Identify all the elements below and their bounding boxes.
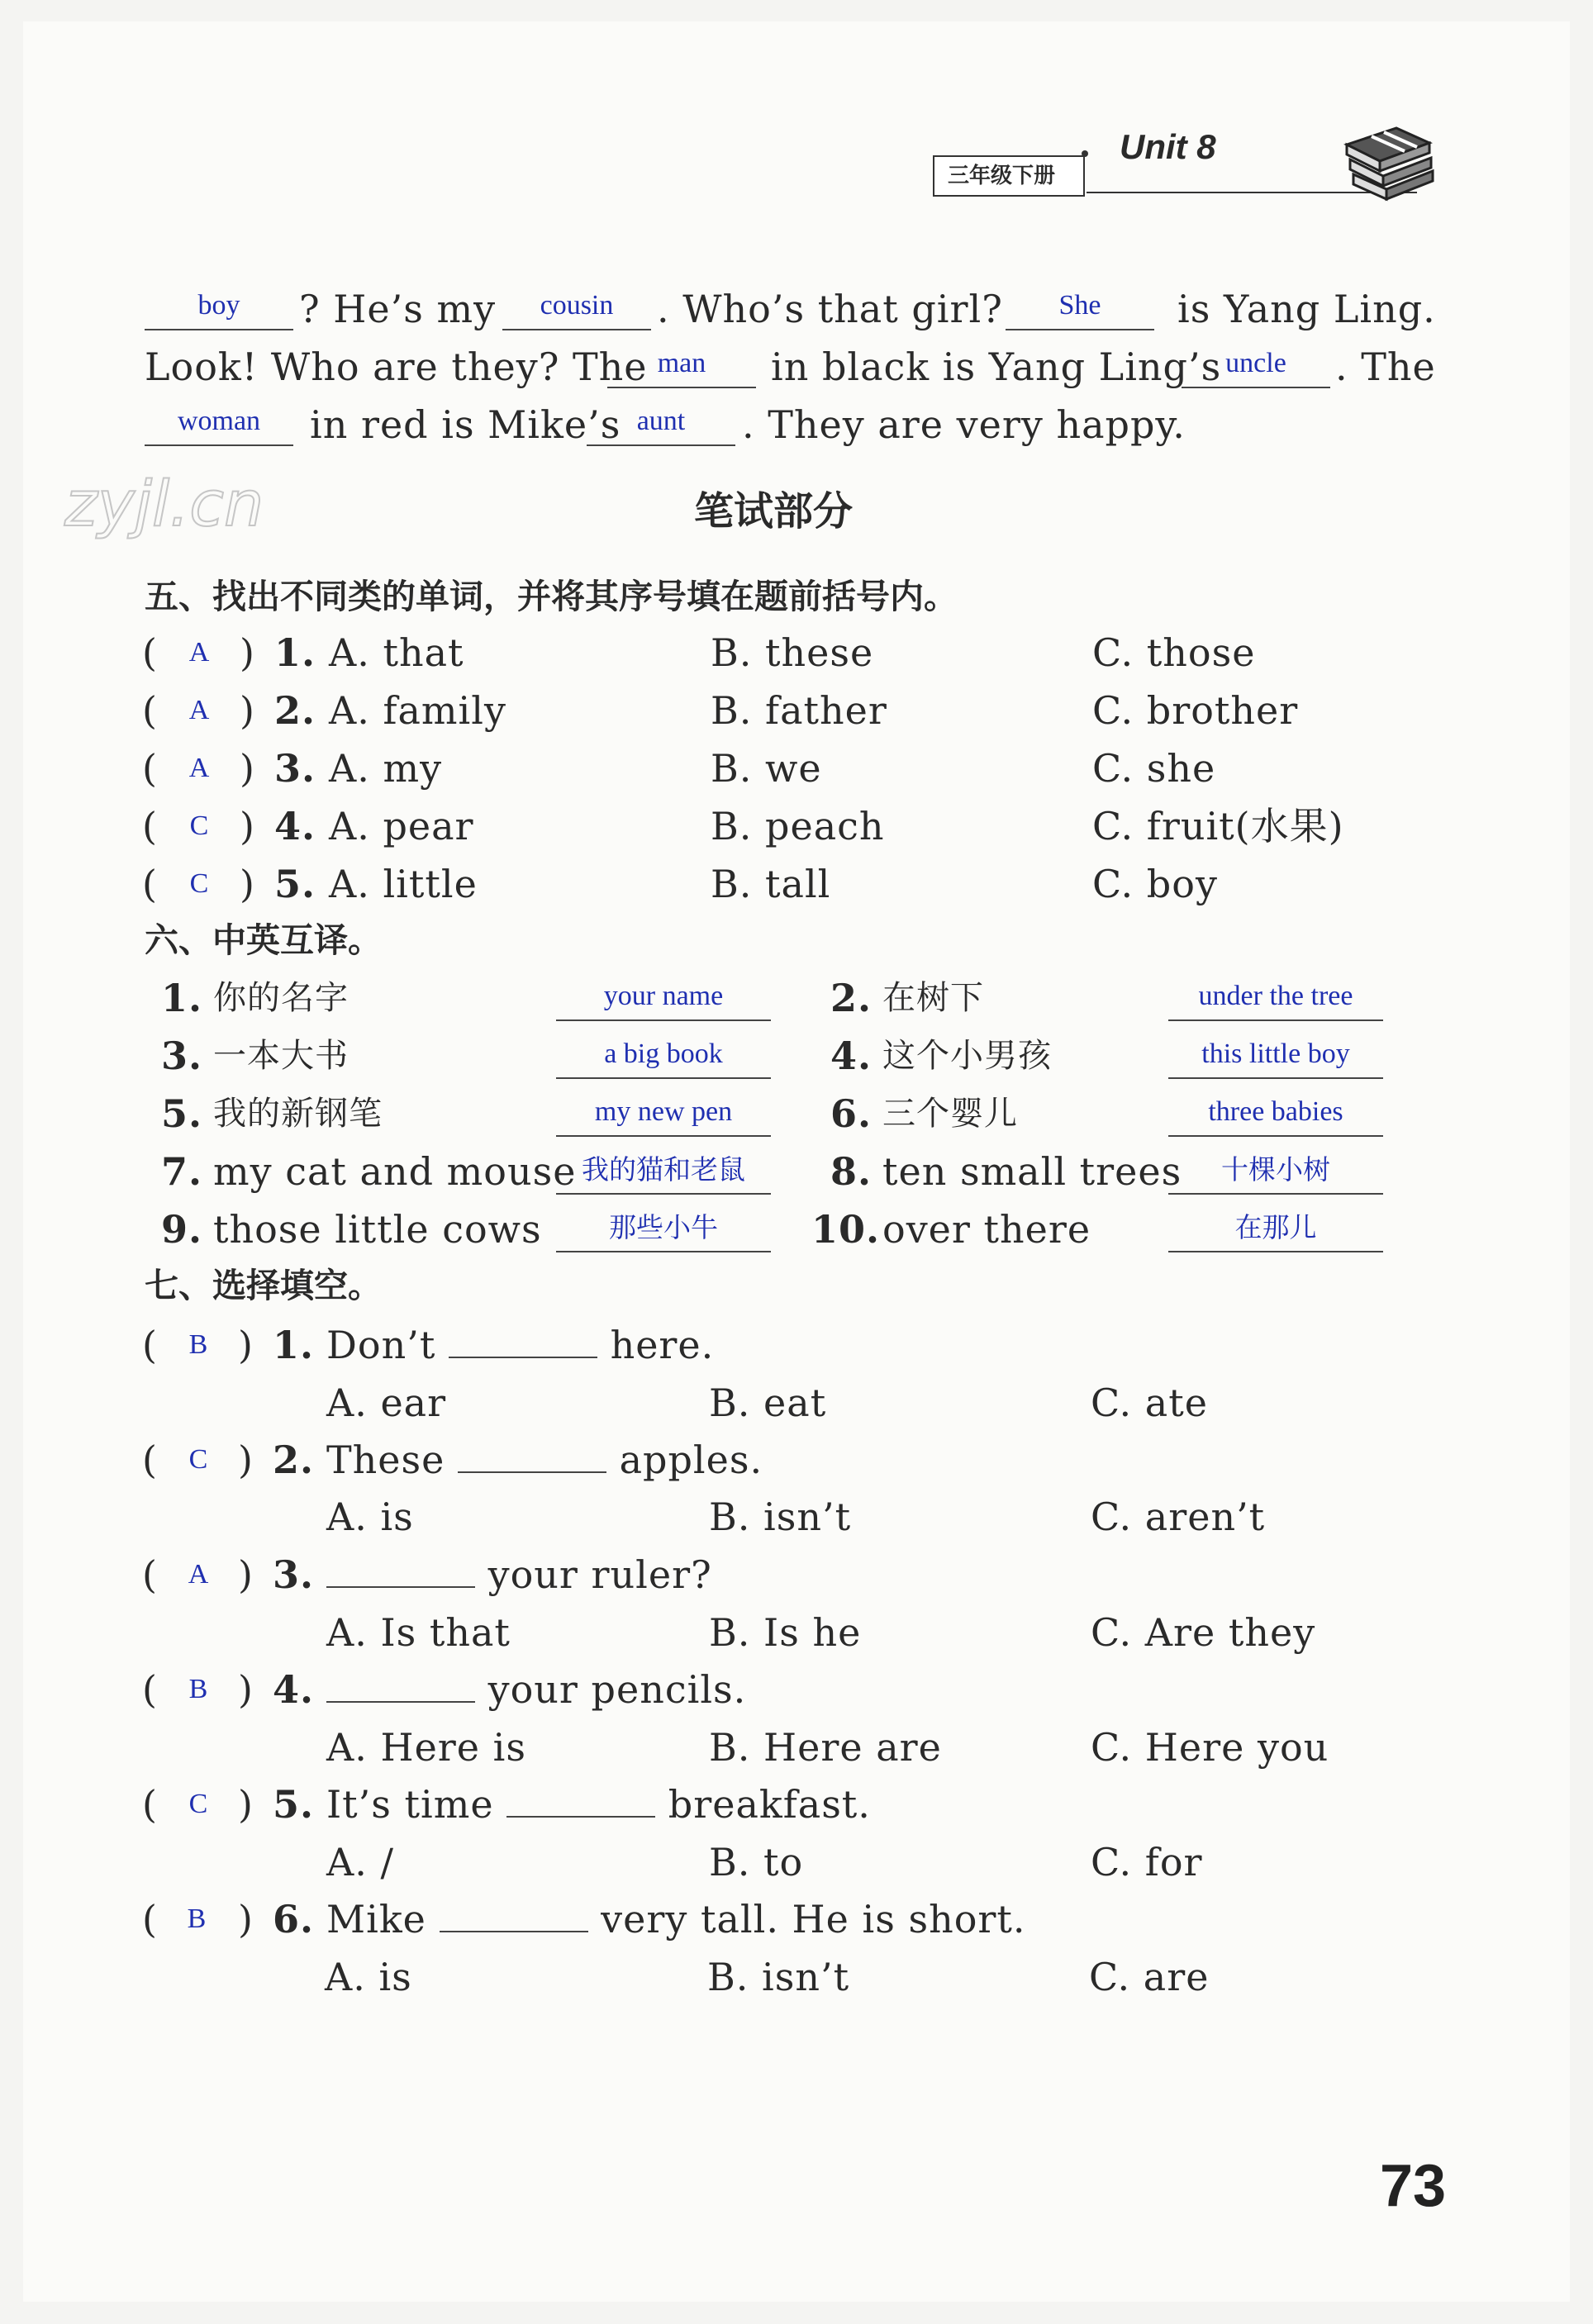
paren-close: ) xyxy=(240,688,255,733)
sec7-sentence xyxy=(326,1894,1025,1944)
sec5-title: 五、找出不同类的单词，并将其序号填在题前括号内。 xyxy=(145,577,958,616)
sec7-num: 5. xyxy=(273,1782,315,1827)
sec6-num: 1. xyxy=(161,976,203,1020)
sec7-option-b: B. to xyxy=(709,1840,804,1884)
paren-open: ( xyxy=(142,804,158,848)
sec5-num: 5. xyxy=(274,862,316,906)
passage-line1-a: ? He’s my xyxy=(299,287,497,331)
sec7-pre: It’s time xyxy=(326,1782,494,1827)
sec7-sentence xyxy=(326,1435,763,1485)
sec6-question: those little cows xyxy=(213,1207,542,1252)
sec6-title: 六、中英互译。 xyxy=(145,920,382,960)
passage-answer-she: She xyxy=(1006,288,1154,330)
sec6-answer: this little boy xyxy=(1168,1036,1383,1079)
sec7-answer: B xyxy=(188,1674,208,1704)
sec7-option-c: C. Are they xyxy=(1091,1610,1316,1655)
paren-close: ) xyxy=(240,630,255,675)
section-title: 笔试部分 xyxy=(694,488,854,535)
sec7-answer: A xyxy=(188,1559,209,1590)
paren-close: ) xyxy=(238,1782,254,1827)
sec7-sentence xyxy=(326,1780,871,1829)
paren-open: ( xyxy=(142,1667,158,1712)
sec5-option-b: B. we xyxy=(711,746,822,791)
sec7-num: 1. xyxy=(273,1323,315,1367)
sec7-pre: These xyxy=(326,1438,445,1482)
sec7-option-a: A. ear xyxy=(326,1381,447,1425)
sec7-blank xyxy=(440,1898,588,1932)
sec7-option-b: B. isn’t xyxy=(707,1955,850,1999)
sec5-option-c: C. boy xyxy=(1092,862,1218,906)
paren-open: ( xyxy=(142,746,158,791)
sec5-option-c: C. those xyxy=(1092,630,1256,675)
sec6-num: 6. xyxy=(830,1091,873,1136)
grade-label: 三年级下册 xyxy=(948,164,1056,188)
sec7-title: 七、选择填空。 xyxy=(145,1266,382,1305)
paren-open: ( xyxy=(142,1897,158,1941)
sec6-answer: 那些小牛 xyxy=(556,1210,771,1252)
sec7-num: 6. xyxy=(273,1897,315,1941)
sec7-post: breakfast. xyxy=(668,1782,871,1827)
sec5-option-b: B. these xyxy=(711,630,874,675)
sec7-option-a: A. Is that xyxy=(326,1610,511,1655)
paren-open: ( xyxy=(142,1782,158,1827)
sec7-post: here. xyxy=(610,1323,715,1367)
paren-close: ) xyxy=(240,862,255,906)
sec6-num: 4. xyxy=(830,1034,873,1078)
sec6-question: 三个婴儿 xyxy=(882,1095,1018,1133)
sec5-answer: A xyxy=(188,637,210,668)
header-dot xyxy=(1082,150,1088,157)
sec6-question: my cat and mouse xyxy=(213,1149,577,1194)
sec5-option-a: A. my xyxy=(329,746,443,791)
paren-open: ( xyxy=(142,1552,158,1597)
paren-close: ) xyxy=(238,1552,254,1597)
sec7-post: your ruler? xyxy=(487,1552,712,1597)
sec6-question: ten small trees xyxy=(882,1149,1182,1194)
sec6-question: over there xyxy=(882,1207,1091,1252)
sec7-pre: Mike xyxy=(326,1897,426,1941)
sec6-answer: 在那儿 xyxy=(1168,1210,1383,1252)
sec5-answer: C xyxy=(189,810,209,841)
passage-answer-aunt: aunt xyxy=(587,403,735,446)
sec5-answer: A xyxy=(188,753,210,783)
passage-line1-b: . Who’s that girl? xyxy=(657,287,1003,331)
sec5-option-c: C. fruit(水果) xyxy=(1092,804,1344,848)
sec5-num: 3. xyxy=(274,746,316,791)
paren-open: ( xyxy=(142,688,158,733)
sec7-pre: Don’t xyxy=(326,1323,436,1367)
sec7-answer: B xyxy=(188,1329,208,1360)
sec5-answer: A xyxy=(188,695,210,725)
sec7-answer: C xyxy=(188,1789,208,1819)
page-number: 73 xyxy=(1380,2153,1447,2219)
passage-answer-boy: boy xyxy=(145,288,293,330)
paren-open: ( xyxy=(142,1438,158,1482)
sec7-option-c: C. ate xyxy=(1091,1381,1208,1425)
sec5-num: 2. xyxy=(274,688,316,733)
passage-answer-man: man xyxy=(607,345,756,388)
sec7-option-b: B. eat xyxy=(709,1381,827,1425)
paren-close: ) xyxy=(240,804,255,848)
sec6-answer: 我的猫和老鼠 xyxy=(556,1152,771,1195)
sec6-question: 我的新钢笔 xyxy=(213,1095,383,1133)
sec7-option-a: A. is xyxy=(325,1955,412,1999)
sec7-option-a: A. Here is xyxy=(326,1725,526,1770)
sec6-answer: a big book xyxy=(556,1036,771,1079)
passage-answer-uncle: uncle xyxy=(1182,345,1330,388)
sec7-blank xyxy=(506,1783,655,1818)
unit-label: Unit 8 xyxy=(1120,127,1216,166)
sec5-option-a: A. that xyxy=(329,630,464,675)
sec5-option-a: A. pear xyxy=(329,804,474,848)
sec6-num: 8. xyxy=(830,1149,873,1194)
paren-close: ) xyxy=(238,1323,254,1367)
sec7-num: 2. xyxy=(273,1438,315,1482)
sec6-answer: 十棵小树 xyxy=(1168,1152,1383,1195)
sec7-blank xyxy=(449,1324,597,1358)
sec6-num: 3. xyxy=(161,1034,203,1078)
sec7-option-b: B. isn’t xyxy=(709,1495,852,1539)
sec7-blank xyxy=(458,1438,606,1473)
passage-line2-a: Look! Who are they? The xyxy=(145,345,648,389)
sec6-num: 7. xyxy=(161,1149,203,1194)
sec7-sentence xyxy=(326,1550,712,1599)
sec6-num: 10. xyxy=(811,1207,881,1252)
paren-open: ( xyxy=(142,1323,158,1367)
paren-open: ( xyxy=(142,862,158,906)
books-icon xyxy=(1339,112,1438,202)
sec7-num: 3. xyxy=(273,1552,315,1597)
sec5-option-a: A. family xyxy=(329,688,506,733)
sec7-option-c: C. aren’t xyxy=(1091,1495,1266,1539)
sec6-num: 2. xyxy=(830,976,873,1020)
sec7-option-b: B. Here are xyxy=(709,1725,942,1770)
sec7-option-b: B. Is he xyxy=(709,1610,862,1655)
sec5-num: 4. xyxy=(274,804,316,848)
sec6-num: 5. xyxy=(161,1091,203,1136)
sec7-sentence xyxy=(326,1665,746,1714)
sec7-option-a: A. / xyxy=(326,1840,394,1884)
passage-line2-c: . The xyxy=(1335,345,1436,389)
passage-answer-cousin: cousin xyxy=(502,288,651,330)
sec7-blank xyxy=(326,1668,475,1703)
sec6-answer: my new pen xyxy=(556,1094,771,1137)
sec6-question: 一本大书 xyxy=(213,1037,349,1075)
sec5-option-c: C. she xyxy=(1092,746,1216,791)
sec6-answer: your name xyxy=(556,978,771,1021)
sec6-question: 在树下 xyxy=(882,979,984,1017)
sec7-sentence xyxy=(326,1320,714,1370)
sec7-num: 4. xyxy=(273,1667,315,1712)
paren-open: ( xyxy=(142,630,158,675)
sec7-post: very tall. He is short. xyxy=(601,1897,1026,1941)
sec5-option-b: B. tall xyxy=(711,862,831,906)
sec7-post: apples. xyxy=(619,1438,763,1482)
passage-line3-a: in red is Mike’s xyxy=(310,402,621,447)
sec6-question: 这个小男孩 xyxy=(882,1037,1052,1075)
sec6-question: 你的名字 xyxy=(213,979,349,1017)
sec7-option-a: A. is xyxy=(326,1495,414,1539)
sec6-num: 9. xyxy=(161,1207,203,1252)
sec7-blank xyxy=(326,1553,475,1588)
paren-close: ) xyxy=(238,1438,254,1482)
passage-line1-c: is Yang Ling. xyxy=(1177,287,1436,331)
sec6-answer: under the tree xyxy=(1168,978,1383,1021)
sec5-option-b: B. peach xyxy=(711,804,885,848)
paren-close: ) xyxy=(240,746,255,791)
paren-close: ) xyxy=(238,1897,254,1941)
passage-line2-b: in black is Yang Ling’s xyxy=(771,345,1222,389)
sec7-option-c: C. for xyxy=(1091,1840,1203,1884)
sec5-option-c: C. brother xyxy=(1092,688,1299,733)
sec5-option-a: A. little xyxy=(329,862,478,906)
sec7-answer: C xyxy=(188,1444,208,1475)
sec5-num: 1. xyxy=(274,630,316,675)
watermark: zyjl.cn xyxy=(64,467,264,540)
sec7-option-c: C. are xyxy=(1089,1955,1210,1999)
passage-answer-woman: woman xyxy=(145,403,293,446)
sec6-answer: three babies xyxy=(1168,1094,1383,1137)
sec5-option-b: B. father xyxy=(711,688,887,733)
passage-line3-b: . They are very happy. xyxy=(742,402,1186,447)
sec5-answer: C xyxy=(189,868,209,899)
sec7-option-c: C. Here you xyxy=(1091,1725,1329,1770)
sec7-answer: B xyxy=(187,1903,207,1934)
sec7-post: your pencils. xyxy=(487,1667,747,1712)
paren-close: ) xyxy=(238,1667,254,1712)
